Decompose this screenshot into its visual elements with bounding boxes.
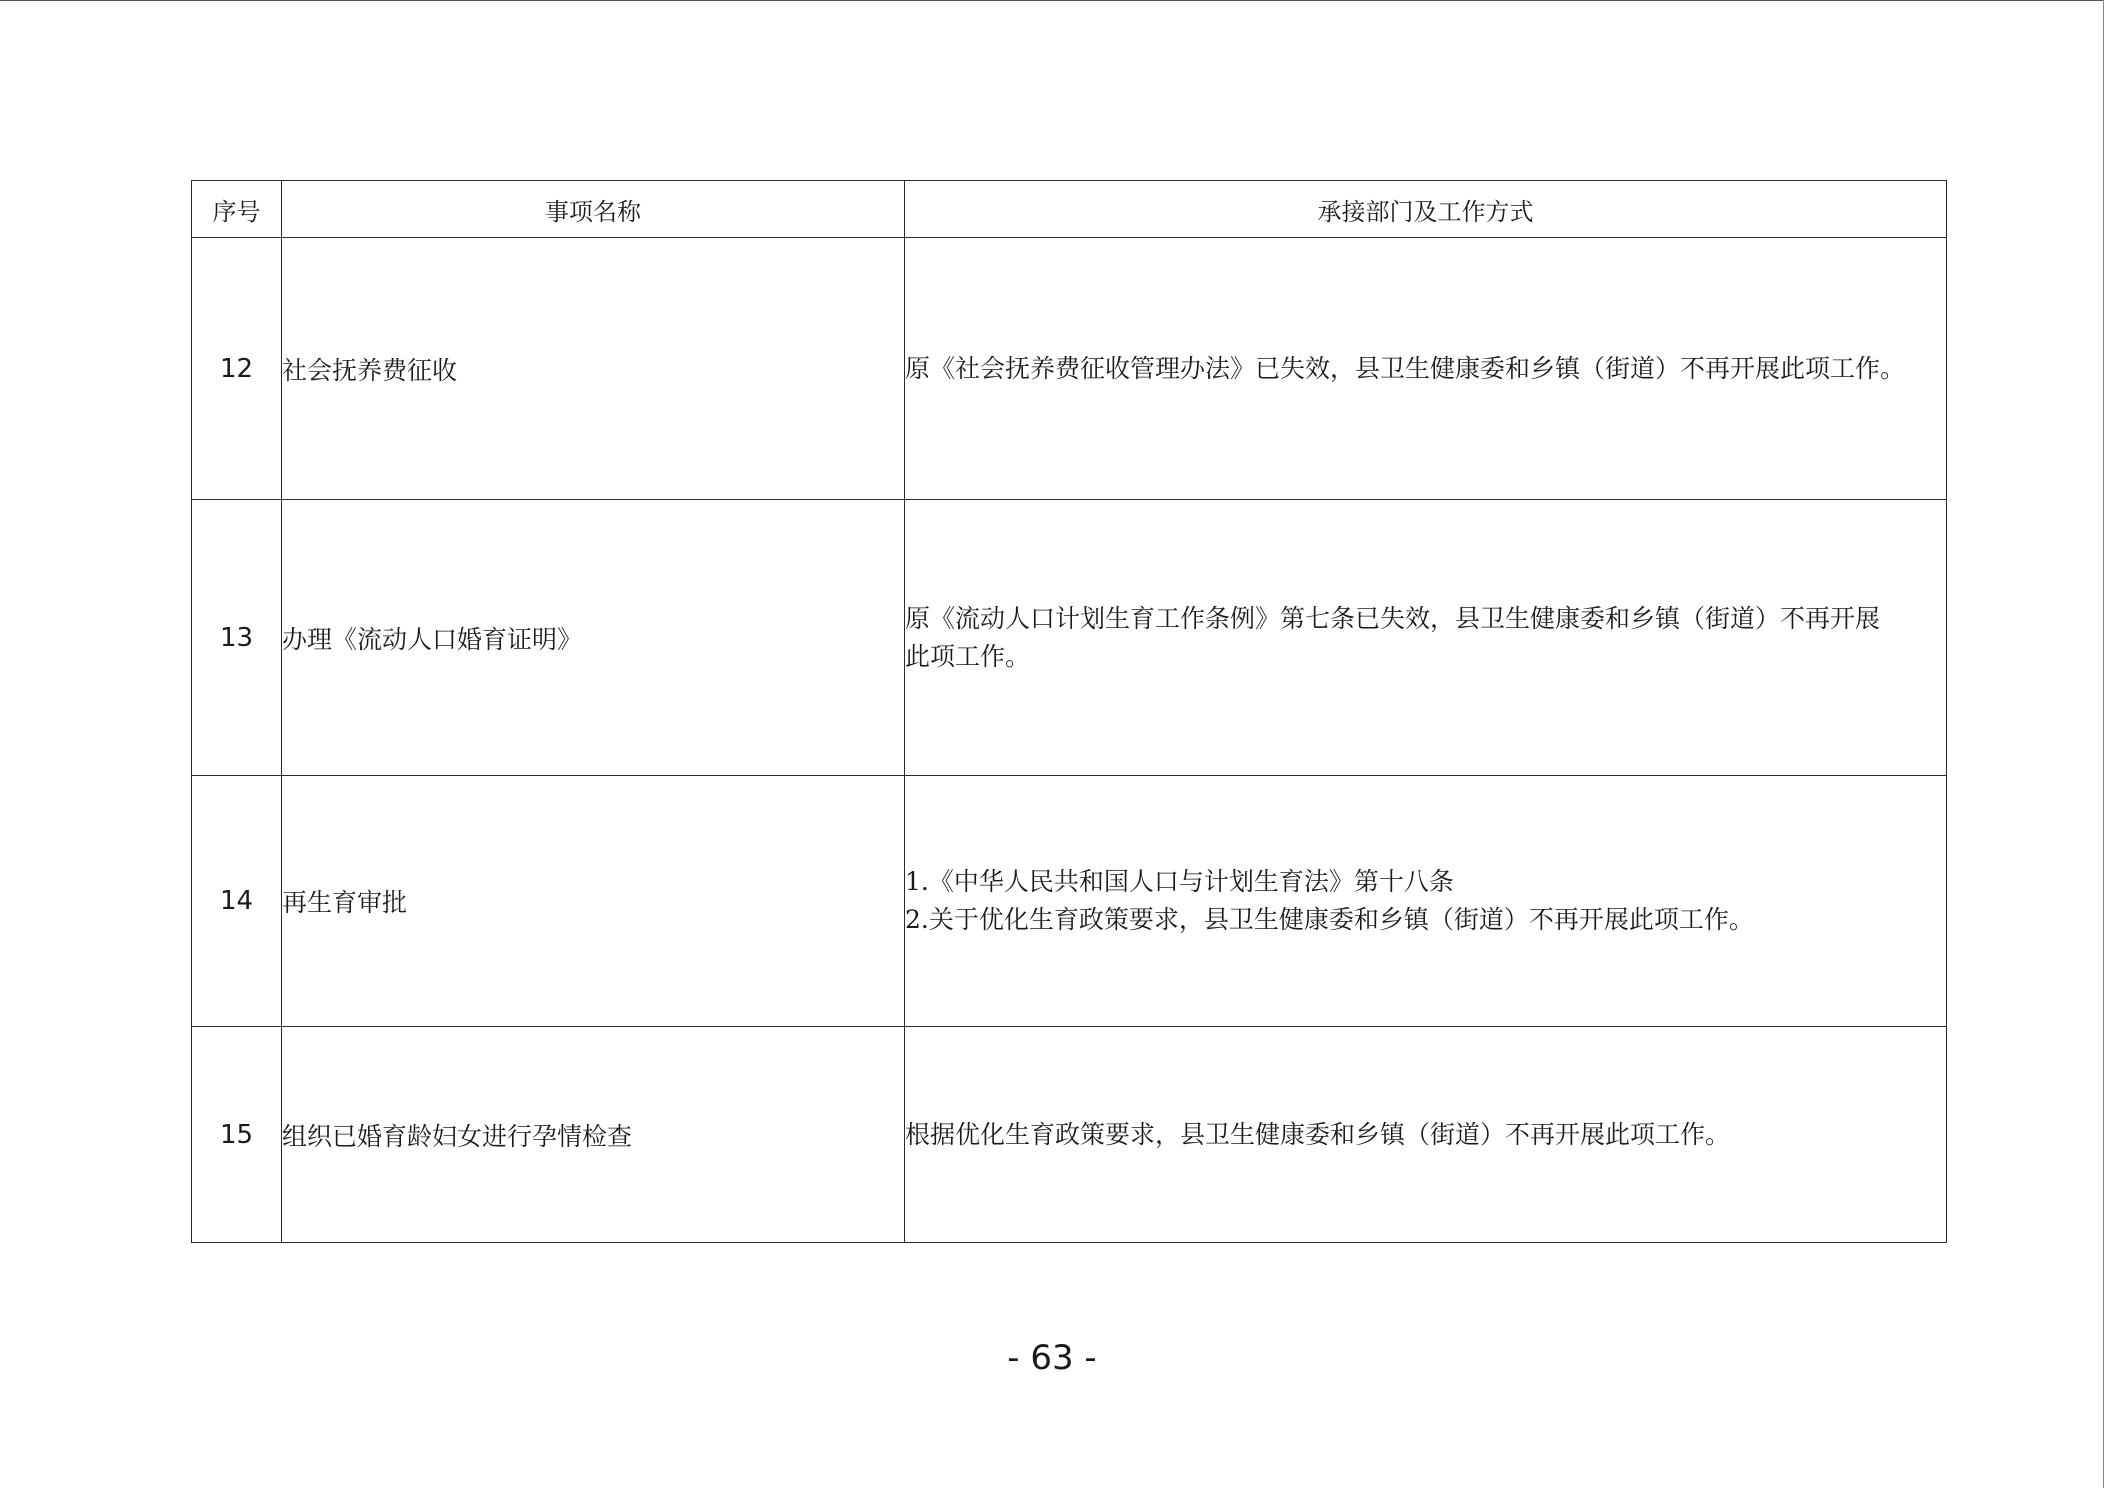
row-serial-number: 13 — [192, 500, 282, 776]
row-item-name: 组织已婚育龄妇女进行孕情检查 — [282, 1027, 905, 1243]
table-row — [192, 1027, 1947, 1243]
top-border-line — [0, 0, 2104, 1]
row-item-name: 再生育审批 — [282, 776, 905, 1027]
method-line: 原《流动人口计划生育工作条例》第七条已失效，县卫生健康委和乡镇（街道）不再开展 — [905, 603, 1881, 633]
row-department-method — [905, 776, 1947, 1027]
table-row — [192, 238, 1947, 500]
method-line: 2.关于优化生育政策要求，县卫生健康委和乡镇（街道）不再开展此项工作。 — [905, 905, 1754, 934]
items-table — [191, 180, 1947, 1243]
table-row — [192, 776, 1947, 1027]
header-department-method: 承接部门及工作方式 — [905, 181, 1947, 238]
row-department-method — [905, 1027, 1947, 1243]
table-header-row — [192, 181, 1947, 238]
method-line: 根据优化生育政策要求，县卫生健康委和乡镇（街道）不再开展此项工作。 — [905, 1119, 1731, 1149]
method-line: 1.《中华人民共和国人口与计划生育法》第十八条 — [905, 867, 1454, 896]
table-row — [192, 500, 1947, 776]
method-line: 此项工作。 — [905, 641, 1031, 671]
page-number: - 63 - — [1007, 1338, 1097, 1378]
header-serial-number: 序号 — [192, 181, 282, 238]
row-serial-number: 15 — [192, 1027, 282, 1243]
header-item-name: 事项名称 — [282, 181, 905, 238]
row-serial-number: 12 — [192, 238, 282, 500]
row-item-name: 办理《流动人口婚育证明》 — [282, 500, 905, 776]
row-serial-number: 14 — [192, 776, 282, 1027]
row-department-method — [905, 238, 1947, 500]
row-item-name: 社会抚养费征收 — [282, 238, 905, 500]
row-department-method — [905, 500, 1947, 776]
method-line: 原《社会抚养费征收管理办法》已失效，县卫生健康委和乡镇（街道）不再开展此项工作。 — [905, 353, 1906, 383]
